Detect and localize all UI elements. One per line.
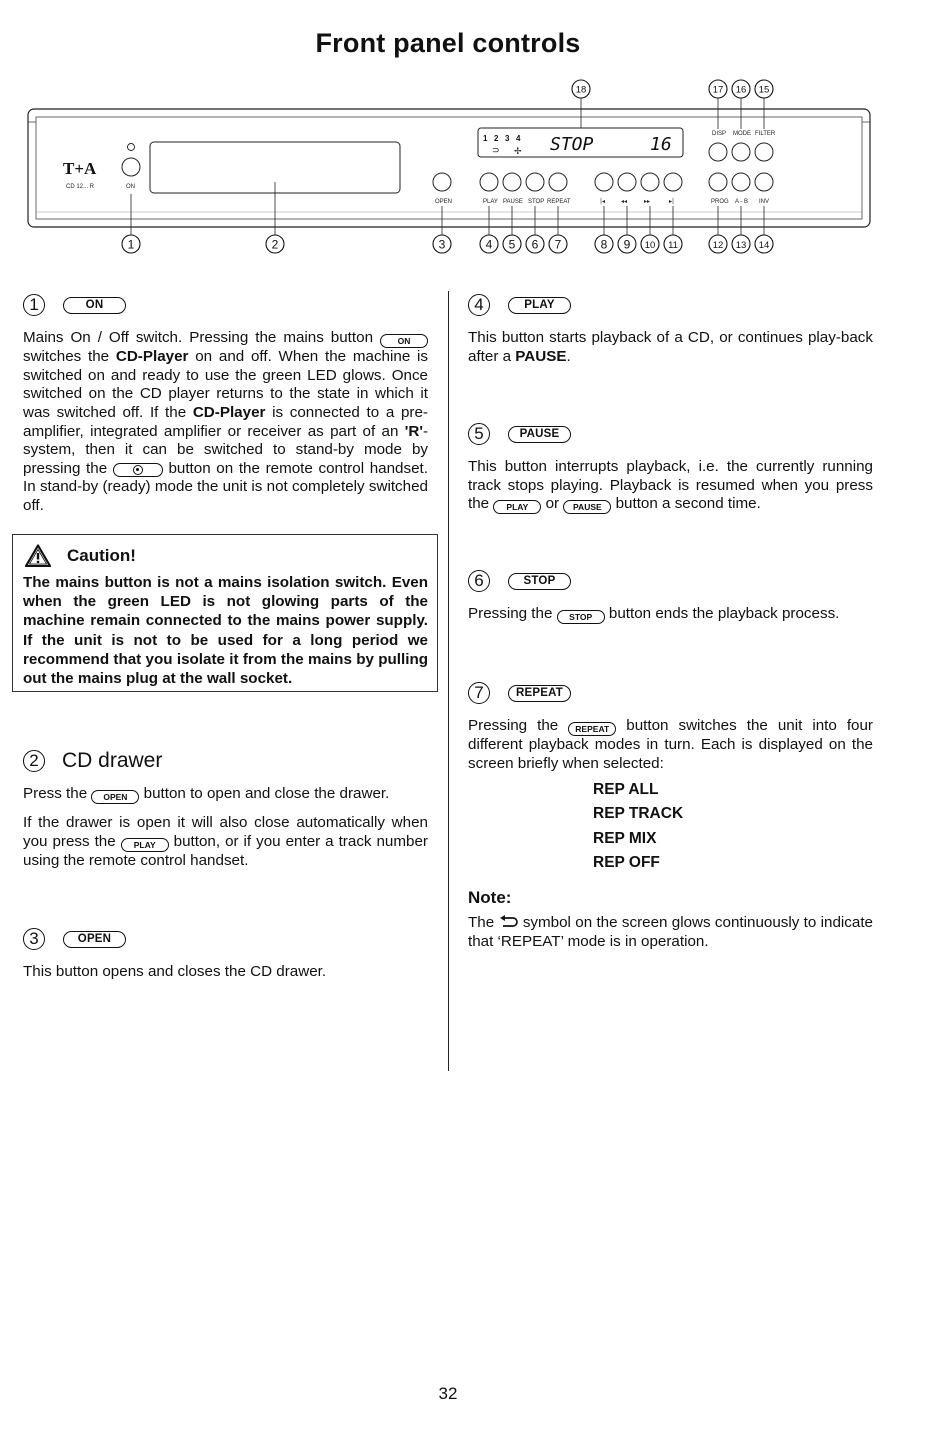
disp-button [709, 143, 727, 161]
cd-drawer-heading: CD drawer [62, 749, 163, 772]
callout-18: 18 [575, 84, 587, 96]
callout-8: 8 [600, 237, 608, 252]
svg-text:◂◂: ◂◂ [621, 198, 628, 205]
inline-on-button: ON [380, 334, 428, 348]
callout-7: 7 [554, 237, 562, 252]
filter-button [755, 143, 773, 161]
callout-15: 15 [758, 84, 770, 96]
page-number: 32 [438, 1384, 458, 1403]
svg-text:4: 4 [516, 134, 521, 143]
skip-forward-button [664, 173, 682, 191]
ab-label: A - B [735, 199, 749, 205]
warning-triangle-icon [25, 544, 51, 567]
repeat-button [549, 173, 567, 191]
pause-description: This button interrupts playback, i.e. the currently running track stops playing. Playback is resumed when you press the PLAY or PAUSE button a second time. [468, 458, 873, 514]
repeat-modes-list [593, 778, 683, 875]
inv-button [755, 173, 773, 191]
pause-button [503, 173, 521, 191]
front-panel-diagram [0, 76, 950, 266]
fast-forward-button [641, 173, 659, 191]
filter-label: FILTER [755, 131, 776, 137]
on-description: Mains On / Off switch. Pressing the mains button ON switches the CD-Player on and off. When the machine is switched on and ready to use the green LED glows. Once switched on the CD player returns to the state in which it was switched off. If the CD-Player is connected to a pre-amplifier, integrated amplifier or receiver as part of an 'R'-system, then it can be switched to stand-by mode by pressing the button on the remote control handset. In stand-by (ready) mode the unit is not completely switched off. [23, 329, 428, 515]
cd-drawer-text-2: If the drawer is open it will also close automatically when you press the PLAY button, or if you enter a track number using the remote control handset. [23, 814, 428, 870]
section-play [468, 291, 873, 366]
callout-12: 12 [712, 240, 724, 251]
list-item: REP MIX [593, 829, 657, 847]
repeat-label: REPEAT [547, 199, 571, 205]
on-button [122, 158, 140, 176]
pause-button-symbol: PAUSE [508, 426, 571, 443]
play-button [480, 173, 498, 191]
model-label: CD 12... R [66, 184, 95, 190]
inline-repeat-button: REPEAT [568, 722, 616, 736]
stop-label: STOP [528, 199, 545, 205]
stop-button-symbol: STOP [508, 573, 571, 590]
callout-13: 13 [735, 240, 747, 251]
transport-symbols-icon [600, 198, 674, 205]
callout-1: 1 [127, 237, 135, 252]
display-text: STOP [550, 134, 594, 155]
disp-label: DISP [712, 131, 727, 137]
open-button-symbol: OPEN [63, 931, 126, 948]
callout-4: 4 [485, 237, 493, 252]
display-random-icon: ✢ [514, 147, 522, 157]
section-on [23, 291, 428, 516]
power-led [128, 144, 135, 151]
callout-10: 10 [644, 240, 656, 251]
caution-text: The mains button is not a mains isolation switch. Even when the green LED is not glowing parts of the machine remain connected to the mains power supply. If the unit is not to be used for a long period we recommend that you isolate it from the mains by pulling out the mains plug at the wall socket. [23, 574, 428, 688]
brand-logo: T+A [63, 159, 97, 178]
section-number: 7 [468, 682, 490, 704]
section-number: 1 [23, 294, 45, 316]
section-pause [468, 420, 873, 514]
repeat-description: Pressing the REPEAT button switches the unit into four different playback modes in turn. Each is displayed on the screen briefly when selected: [468, 717, 873, 772]
prog-label: PROG [711, 199, 729, 205]
mode-label: MODE [733, 131, 751, 137]
note-text: The symbol on the screen glows continuously to indicate that ‘REPEAT’ mode is in operation. [468, 914, 873, 950]
inline-play-button: PLAY [121, 838, 169, 852]
callout-3: 3 [438, 237, 446, 252]
section-number: 6 [468, 570, 490, 592]
section-repeat [468, 679, 873, 773]
svg-text:3: 3 [505, 134, 510, 143]
svg-text:2: 2 [494, 134, 499, 143]
ab-button [732, 173, 750, 191]
on-label: ON [126, 184, 135, 190]
callout-14: 14 [758, 240, 770, 251]
repeat-button-symbol: REPEAT [508, 685, 571, 702]
section-number: 3 [23, 928, 45, 950]
svg-text:1: 1 [483, 134, 488, 143]
open-label: OPEN [435, 199, 453, 205]
section-number: 2 [23, 750, 45, 772]
callout-17: 17 [712, 84, 724, 96]
display-repeat-icon: ⊃ [492, 146, 500, 156]
repeat-symbol-icon [499, 915, 519, 929]
inline-open-button: OPEN [91, 790, 139, 804]
caution-box [12, 534, 438, 692]
note-heading: Note: [468, 888, 512, 907]
list-item: REP ALL [593, 781, 659, 798]
pause-label: PAUSE [503, 199, 523, 205]
note-section [468, 888, 873, 951]
prog-button [709, 173, 727, 191]
stop-button [526, 173, 544, 191]
on-button-symbol: ON [63, 297, 126, 314]
column-divider [448, 291, 449, 1071]
rewind-button [618, 173, 636, 191]
list-item: REP OFF [593, 853, 660, 871]
inline-play-button: PLAY [493, 500, 541, 514]
list-item: REP TRACK [593, 805, 684, 823]
display-track-numbers [483, 134, 521, 143]
callout-2: 2 [271, 237, 279, 252]
display-track: 16 [650, 134, 672, 155]
section-open [23, 925, 428, 982]
inv-label: INV [759, 199, 770, 205]
skip-back-button [595, 173, 613, 191]
inline-pause-button: PAUSE [563, 500, 611, 514]
section-cd-drawer [23, 747, 428, 871]
open-button [433, 173, 451, 191]
inline-standby-button [113, 463, 163, 477]
mode-button [732, 143, 750, 161]
callout-5: 5 [508, 237, 516, 252]
play-label: PLAY [483, 199, 498, 205]
play-button-symbol: PLAY [508, 297, 571, 314]
svg-text:|◂: |◂ [600, 198, 606, 205]
section-stop [468, 567, 873, 624]
play-description: This button starts playback of a CD, or continues play-back after a PAUSE. [468, 329, 873, 365]
standby-icon [133, 465, 143, 475]
svg-text:▸▸: ▸▸ [644, 198, 651, 205]
page-title: Front panel controls [315, 28, 581, 58]
callout-leaders [131, 98, 764, 235]
cd-drawer-text-1: Press the OPEN button to open and close the drawer. [23, 785, 428, 804]
inline-stop-button: STOP [557, 610, 605, 624]
open-description: This button opens and closes the CD drawer. [23, 963, 327, 980]
section-number: 4 [468, 294, 490, 316]
callout-6: 6 [531, 237, 539, 252]
callout-9: 9 [623, 237, 631, 252]
callout-11: 11 [668, 240, 678, 251]
stop-description: Pressing the STOP button ends the playback process. [468, 605, 873, 624]
caution-title: Caution! [67, 545, 136, 565]
svg-text:▸|: ▸| [669, 198, 675, 205]
section-number: 5 [468, 423, 490, 445]
callout-16: 16 [735, 84, 747, 96]
